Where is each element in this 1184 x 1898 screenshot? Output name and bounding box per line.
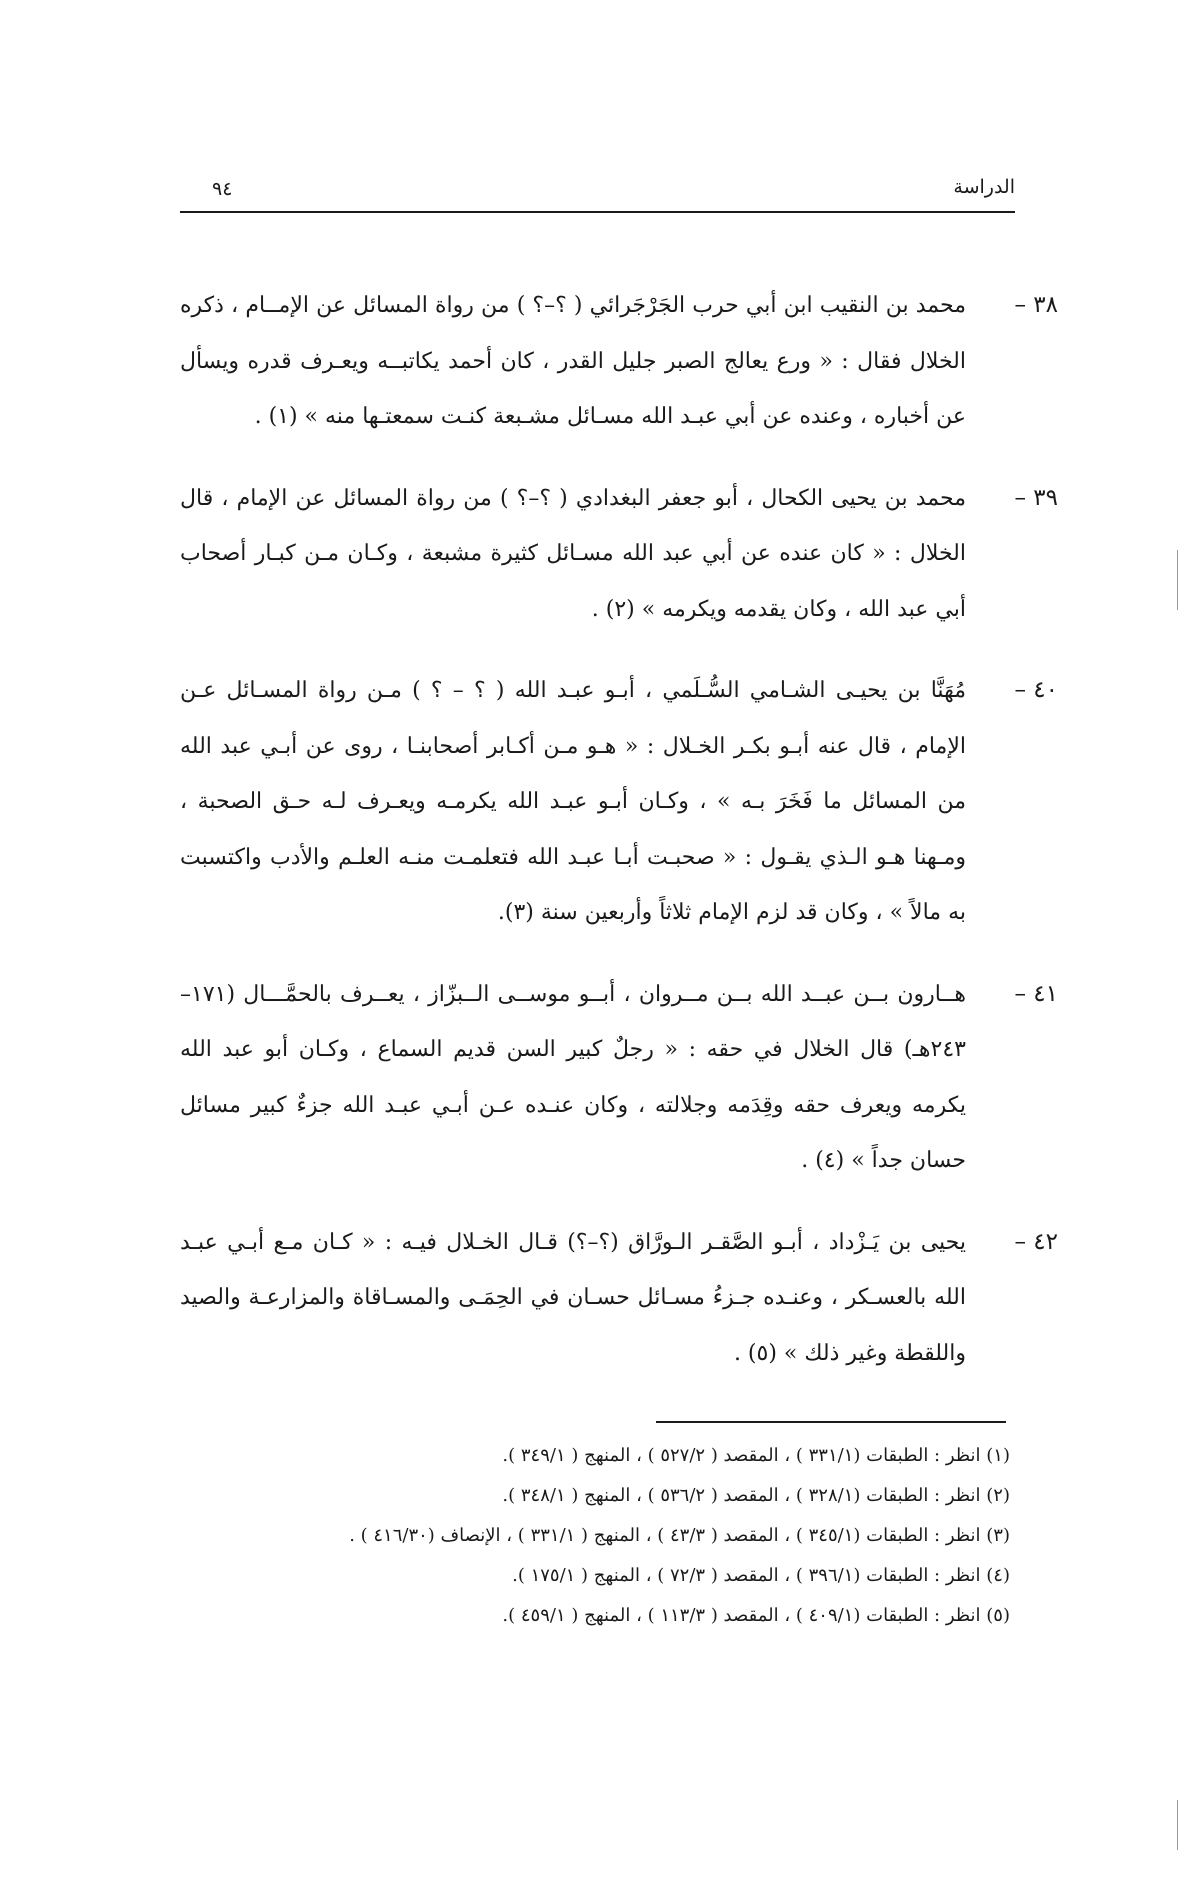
footnotes: [180, 1436, 1010, 1636]
running-title: الدراسة: [953, 176, 1015, 198]
narrator-entries: [180, 278, 1058, 1407]
scan-edge-mark: [1177, 550, 1178, 610]
footnote-separator: [656, 1421, 1006, 1423]
footnote-3: (٣) انظر : الطبقات (٣٤٥/١ ) ، المقصد ( ٤٣/٣ ) ، المنهج ( ٣٣١/١ ) ، الإنصاف (٤١٦/٣٠ ) .: [349, 1525, 1010, 1546]
entry-38: [180, 278, 1058, 445]
entry-text: هــارون بــن عبــد الله بــن مــروان ، أبــو موســى الــبزّاز ، يعــرف بالحمَّـــال (١٧١–٢٤٣هـ) قال الخلال في حقه : « رجلٌ كبير السن قديم السماع ، وكـان أبو عبد الله يكرمه ويعرف حقه وقِدَمه وجلالته ، وكان عنـده عـن أبـي عبـد الله جزءٌ كبير مسائل حسان جداً » (٤) .: [180, 981, 966, 1173]
page-header: [180, 172, 1015, 212]
scan-edge-mark: [1177, 1800, 1178, 1850]
entry-text: محمد بن النقيب ابن أبي حرب الجَرْجَرائي ( ؟–؟ ) من رواة المسائل عن الإمــام ، ذكره الخلال فقال : « ورع يعالج الصبر جليل القدر ، كان أحمد يكاتبــه ويعـرف قدره ويسأل عن أخباره ، وعنده عن أبي عبـد الله مسـائل مشـبعة كنـت سمعتـها منه » (١) .: [180, 293, 966, 429]
page-number: ٩٤: [212, 178, 233, 200]
header-rule: [180, 211, 1015, 213]
footnote-2: (٢) انظر : الطبقات (٣٢٨/١ ) ، المقصد ( ٥٣٦/٢ ) ، المنهج ( ٣٤٨/١ ).: [502, 1485, 1010, 1506]
footnote-4: (٤) انظر : الطبقات (٣٩٦/١ ) ، المقصد ( ٧٢/٣ ) ، المنهج ( ١٧٥/١ ).: [512, 1565, 1010, 1586]
footnote-5: (٥) انظر : الطبقات (٤٠٩/١ ) ، المقصد ( ١١٣/٣ ) ، المنهج ( ٤٥٩/١ ).: [502, 1605, 1010, 1626]
footnote-1: (١) انظر : الطبقات (٣٣١/١ ) ، المقصد ( ٥٢٧/٢ ) ، المنهج ( ٣٤٩/١ ).: [502, 1445, 1010, 1466]
entry-40: [180, 663, 1058, 941]
entry-number: ٤٢ –: [1014, 1228, 1058, 1255]
entry-number: ٤١ –: [1014, 980, 1058, 1007]
entry-39: [180, 471, 1058, 638]
entry-number: ٣٩ –: [1014, 484, 1058, 511]
entry-text: مُهَنَّا بن يحيـى الشـامي السُّـلَمي ، أبـو عبـد الله ( ؟ – ؟ ) مـن رواة المسـائل عـن الإمام ، قال عنه أبـو بكـر الخـلال : « هـو مـن أكـابر أصحابنـا ، روى عن أبـي عبد الله من المسائل ما فَخَرَ بـه » ، وكـان أبـو عبـد الله يكرمـه ويعـرف لـه حـق الصحبة ، ومـهنا هـو الـذي يقـول : « صحبـت أبـا عبـد الله فتعلمـت منـه العلـم والأدب واكتسبت به مالاً » ، وكان قد لزم الإمام ثلاثاً وأربعين سنة (٣).: [180, 678, 966, 925]
entry-number: ٣٨ –: [1014, 292, 1058, 318]
entry-41: [180, 967, 1058, 1189]
entry-number: ٤٠ –: [1014, 677, 1058, 703]
entry-text: محمد بن يحيى الكحال ، أبو جعفر البغدادي ( ؟–؟ ) من رواة المسائل عن الإمام ، قال الخلال : « كان عنده عن أبي عبد الله مسـائل كثيرة مشبعة ، وكـان مـن كبـار أصحاب أبي عبد الله ، وكان يقدمه ويكرمه » (٢) .: [180, 485, 966, 622]
entry-text: يحيى بن يَـزْداد ، أبـو الصَّقـر الـورَّاق (؟–؟) قـال الخـلال فيـه : « كـان مـع أبـي عبـد الله بالعسـكر ، وعنـده جـزءُ مسـائل حسـان في الحِمَـى والمسـاقاة والمزارعـة والصيد واللقطة وغير ذلك » (٥) .: [180, 1229, 966, 1366]
entry-42: [180, 1215, 1058, 1382]
